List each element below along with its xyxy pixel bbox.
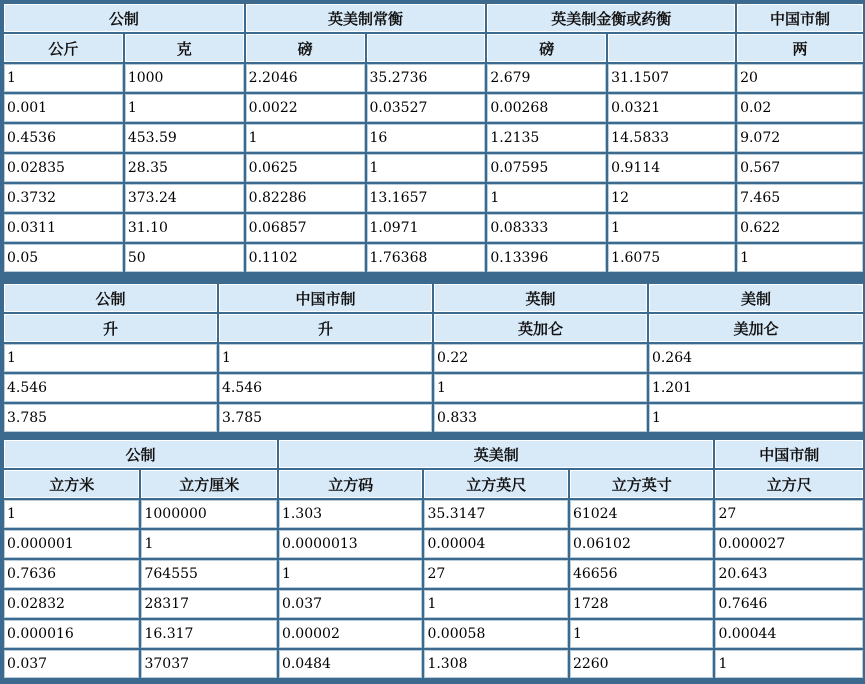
weight-group-troy: 英美制金衡或药衡 xyxy=(487,4,735,32)
table-cell: 0.7646 xyxy=(715,590,863,618)
volume-unit-us-gallon: 美加仑 xyxy=(649,314,863,342)
cubic-unit-ft3: 立方英尺 xyxy=(424,470,568,498)
table-row xyxy=(4,94,863,122)
table-cell: 0.0022 xyxy=(246,94,365,122)
cubic-unit-chi3: 立方尺 xyxy=(715,470,863,498)
table-row xyxy=(4,374,863,402)
table-cell: 0.00058 xyxy=(424,620,568,648)
table-cell: 1.308 xyxy=(424,650,568,678)
table-cell: 0.22 xyxy=(434,344,647,372)
table-cell: 46656 xyxy=(570,560,714,588)
table-cell: 0.000016 xyxy=(4,620,139,648)
table-cell: 1.0971 xyxy=(367,214,486,242)
weight-group-metric: 公制 xyxy=(4,4,244,32)
weight-unit-kg: 公斤 xyxy=(4,34,123,62)
weight-group-chinese: 中国市制 xyxy=(737,4,863,32)
table-row xyxy=(4,404,863,432)
table-cell: 1 xyxy=(424,590,568,618)
table-cell: 1 xyxy=(487,184,606,212)
cubic-conversion-table xyxy=(2,438,865,680)
table-cell: 27 xyxy=(715,500,863,528)
weight-unit-blank xyxy=(367,34,486,62)
table-cell: 0.00002 xyxy=(279,620,423,648)
table-cell: 373.24 xyxy=(125,184,244,212)
table-cell: 0.4536 xyxy=(4,124,123,152)
table-cell: 1000 xyxy=(125,64,244,92)
cubic-unit-yd3: 立方码 xyxy=(279,470,423,498)
table-cell: 20 xyxy=(737,64,863,92)
table-cell: 16 xyxy=(367,124,486,152)
table-cell: 1.2135 xyxy=(487,124,606,152)
cubic-unit-cm3: 立方厘米 xyxy=(141,470,276,498)
table-cell: 0.000027 xyxy=(715,530,863,558)
table-row xyxy=(4,560,863,588)
table-cell: 0.00268 xyxy=(487,94,606,122)
table-cell: 0.1102 xyxy=(246,244,365,272)
table-cell: 50 xyxy=(125,244,244,272)
table-cell: 16.317 xyxy=(141,620,276,648)
table-cell: 0.037 xyxy=(279,590,423,618)
weight-unit-g: 克 xyxy=(125,34,244,62)
table-cell: 1 xyxy=(219,344,432,372)
table-cell: 0.0321 xyxy=(608,94,735,122)
table-cell: 0.264 xyxy=(649,344,863,372)
table-cell: 37037 xyxy=(141,650,276,678)
table-cell: 0.833 xyxy=(434,404,647,432)
table-cell: 3.785 xyxy=(219,404,432,432)
table-cell: 1 xyxy=(737,244,863,272)
table-cell: 9.072 xyxy=(737,124,863,152)
table-cell: 0.0311 xyxy=(4,214,123,242)
table-cell: 28.35 xyxy=(125,154,244,182)
table-cell: 0.9114 xyxy=(608,154,735,182)
table-row xyxy=(4,344,863,372)
table-cell: 7.465 xyxy=(737,184,863,212)
table-cell: 1.303 xyxy=(279,500,423,528)
table-cell: 1 xyxy=(367,154,486,182)
volume-unit-imperial-gallon: 英加仑 xyxy=(434,314,647,342)
table-row xyxy=(4,184,863,212)
volume-group-chinese: 中国市制 xyxy=(219,284,432,312)
table-row xyxy=(4,650,863,678)
table-cell: 2260 xyxy=(570,650,714,678)
table-cell: 1 xyxy=(141,530,276,558)
table-cell: 12 xyxy=(608,184,735,212)
table-cell: 13.1657 xyxy=(367,184,486,212)
table-cell: 0.00004 xyxy=(424,530,568,558)
table-cell: 1 xyxy=(608,214,735,242)
table-cell: 4.546 xyxy=(4,374,217,402)
volume-unit-sheng: 升 xyxy=(219,314,432,342)
volume-group-us: 美制 xyxy=(649,284,863,312)
table-cell: 20.643 xyxy=(715,560,863,588)
table-cell: 0.02832 xyxy=(4,590,139,618)
table-cell: 1000000 xyxy=(141,500,276,528)
table-cell: 0.0625 xyxy=(246,154,365,182)
table-cell: 4.546 xyxy=(219,374,432,402)
table-cell: 1 xyxy=(279,560,423,588)
table-cell: 3.785 xyxy=(4,404,217,432)
table-cell: 0.06102 xyxy=(570,530,714,558)
table-cell: 0.622 xyxy=(737,214,863,242)
table-cell: 1 xyxy=(649,404,863,432)
table-row xyxy=(4,244,863,272)
weight-unit-liang: 两 xyxy=(737,34,863,62)
table-row xyxy=(4,214,863,242)
cubic-unit-in3: 立方英寸 xyxy=(570,470,714,498)
table-cell: 1 xyxy=(125,94,244,122)
table-row xyxy=(4,530,863,558)
volume-conversion-table xyxy=(2,282,865,434)
cubic-unit-m3: 立方米 xyxy=(4,470,139,498)
weight-unit-blank xyxy=(608,34,735,62)
table-cell: 0.3732 xyxy=(4,184,123,212)
table-cell: 0.13396 xyxy=(487,244,606,272)
weight-unit-lb: 磅 xyxy=(246,34,365,62)
cubic-group-metric: 公制 xyxy=(4,440,277,468)
table-cell: 1 xyxy=(4,344,217,372)
volume-unit-liter: 升 xyxy=(4,314,217,342)
table-cell: 31.10 xyxy=(125,214,244,242)
table-row xyxy=(4,500,863,528)
table-cell: 1 xyxy=(246,124,365,152)
table-row xyxy=(4,124,863,152)
table-cell: 0.08333 xyxy=(487,214,606,242)
table-cell: 0.03527 xyxy=(367,94,486,122)
table-row xyxy=(4,590,863,618)
table-cell: 35.3147 xyxy=(424,500,568,528)
table-cell: 1.201 xyxy=(649,374,863,402)
table-cell: 0.82286 xyxy=(246,184,365,212)
table-cell: 0.05 xyxy=(4,244,123,272)
table-row xyxy=(4,620,863,648)
table-cell: 0.0000013 xyxy=(279,530,423,558)
table-cell: 2.2046 xyxy=(246,64,365,92)
table-cell: 0.02 xyxy=(737,94,863,122)
table-cell: 764555 xyxy=(141,560,276,588)
table-cell: 61024 xyxy=(570,500,714,528)
table-cell: 31.1507 xyxy=(608,64,735,92)
table-row xyxy=(4,64,863,92)
table-cell: 2.679 xyxy=(487,64,606,92)
table-cell: 0.000001 xyxy=(4,530,139,558)
table-cell: 0.7636 xyxy=(4,560,139,588)
weight-conversion-table xyxy=(2,2,865,274)
table-cell: 0.02835 xyxy=(4,154,123,182)
table-cell: 0.0484 xyxy=(279,650,423,678)
table-cell: 35.2736 xyxy=(367,64,486,92)
table-cell: 1728 xyxy=(570,590,714,618)
table-cell: 14.5833 xyxy=(608,124,735,152)
table-cell: 0.567 xyxy=(737,154,863,182)
table-cell: 0.001 xyxy=(4,94,123,122)
table-cell: 1 xyxy=(434,374,647,402)
cubic-group-imperial-us: 英美制 xyxy=(279,440,714,468)
volume-group-metric: 公制 xyxy=(4,284,217,312)
table-cell: 1 xyxy=(4,500,139,528)
table-cell: 28317 xyxy=(141,590,276,618)
table-cell: 1.76368 xyxy=(367,244,486,272)
weight-unit-troy-lb: 磅 xyxy=(487,34,606,62)
cubic-group-chinese: 中国市制 xyxy=(715,440,863,468)
table-cell: 27 xyxy=(424,560,568,588)
table-cell: 1 xyxy=(715,650,863,678)
table-cell: 1.6075 xyxy=(608,244,735,272)
table-cell: 0.037 xyxy=(4,650,139,678)
table-cell: 0.06857 xyxy=(246,214,365,242)
table-cell: 0.07595 xyxy=(487,154,606,182)
table-cell: 453.59 xyxy=(125,124,244,152)
table-cell: 0.00044 xyxy=(715,620,863,648)
weight-group-avoirdupois: 英美制常衡 xyxy=(246,4,486,32)
volume-group-imperial: 英制 xyxy=(434,284,647,312)
table-row xyxy=(4,154,863,182)
table-cell: 1 xyxy=(4,64,123,92)
table-cell: 1 xyxy=(570,620,714,648)
